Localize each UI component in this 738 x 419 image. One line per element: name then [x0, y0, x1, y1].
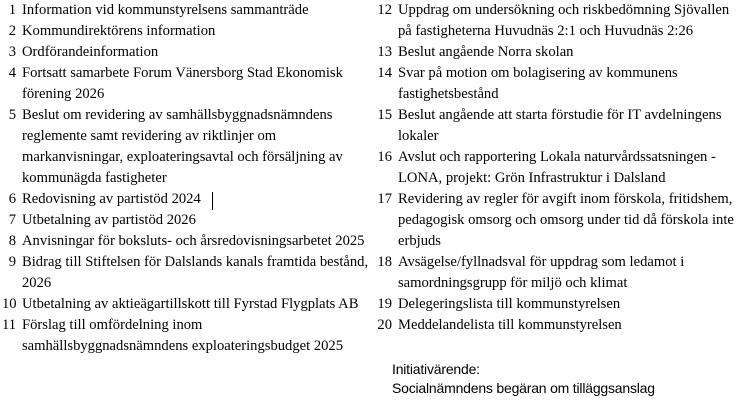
agenda-item-13 — [376, 42, 738, 63]
item-number: 11 — [2, 317, 17, 333]
item-text: Avsägelse/fyllnadsval för uppdrag som ledamot i samordningsgrupp för miljö och klimat — [398, 254, 685, 291]
item-number: 13 — [377, 44, 392, 60]
agenda-item-7 — [2, 210, 370, 231]
agenda-item-2 — [2, 21, 370, 42]
agenda-item-3 — [2, 42, 370, 63]
agenda-column-right — [376, 0, 738, 336]
item-number: 2 — [8, 23, 16, 39]
text-cursor — [212, 192, 213, 210]
item-text: Kommundirektörens information — [22, 23, 216, 39]
agenda-item-10 — [2, 294, 370, 315]
item-text: Beslut angående Norra skolan — [398, 44, 574, 60]
agenda-item-5 — [2, 105, 370, 189]
item-text: Uppdrag om undersökning och riskbedömning Sjövallen på fastigheterna Huvudnäs 2:1 och Huvudnäs 2:26 — [398, 2, 730, 39]
item-number: 12 — [377, 2, 392, 18]
item-text: Avslut och rapportering Lokala naturvårdssatsningen - LONA, projekt: Grön Infrastruktur i Dalsland — [398, 149, 716, 186]
agenda-item-16 — [376, 147, 738, 189]
item-number: 7 — [8, 212, 16, 228]
initiative-heading: Initiativärende: — [392, 361, 480, 377]
agenda-item-19 — [376, 294, 738, 315]
item-number: 20 — [377, 317, 392, 333]
initiative-text: Socialnämndens begäran om tilläggsanslag — [392, 380, 655, 396]
item-number: 8 — [8, 233, 16, 249]
item-text: Information vid kommunstyrelsens sammanträde — [22, 2, 309, 18]
agenda-item-18 — [376, 252, 738, 294]
item-number: 18 — [377, 254, 392, 270]
item-number: 5 — [8, 107, 16, 123]
item-text: Beslut om revidering av samhällsbyggnadsnämndens reglemente samt revidering av riktlinjer om markanvisningar, exploateringsavtal och försäljning av kommunägda fastigheter — [22, 107, 343, 186]
item-text: Revidering av regler för avgift inom förskola, fritidshem, pedagogisk omsorg och omsorg under tid då förskola inte erbjuds — [398, 191, 734, 249]
item-text: Fortsatt samarbete Forum Vänersborg Stad Ekonomisk förening 2026 — [22, 65, 343, 102]
item-number: 1 — [8, 2, 16, 18]
agenda-item-4 — [2, 63, 370, 105]
item-text: Ordförandeinformation — [22, 44, 159, 60]
item-text: Utbetalning av aktieägartillskott till Fyrstad Flygplats AB — [22, 296, 359, 312]
item-number: 4 — [8, 65, 16, 81]
item-text: Utbetalning av partistöd 2026 — [22, 212, 196, 228]
agenda-item-9 — [2, 252, 370, 294]
agenda-item-12 — [376, 0, 738, 42]
item-text: Meddelandelista till kommunstyrelsen — [398, 317, 622, 333]
item-text: Delegeringslista till kommunstyrelsen — [398, 296, 621, 312]
item-number: 6 — [8, 191, 16, 207]
item-number: 10 — [2, 296, 17, 312]
agenda-column-left — [2, 0, 370, 357]
agenda-item-15 — [376, 105, 738, 147]
item-text: Bidrag till Stiftelsen för Dalslands kanals framtida bestånd, 2026 — [22, 254, 369, 291]
initiative-note — [392, 360, 732, 398]
item-number: 9 — [8, 254, 16, 270]
item-number: 17 — [377, 191, 392, 207]
item-number: 19 — [377, 296, 392, 312]
item-number: 16 — [377, 149, 392, 165]
item-number: 3 — [8, 44, 16, 60]
agenda-item-14 — [376, 63, 738, 105]
agenda-item-6 — [2, 189, 370, 210]
agenda-item-17 — [376, 189, 738, 252]
item-text: Svar på motion om bolagisering av kommunens fastighetsbestånd — [398, 65, 678, 102]
item-text: Beslut angående att starta förstudie för IT avdelningens lokaler — [398, 107, 722, 144]
item-number: 15 — [377, 107, 392, 123]
agenda-item-1 — [2, 0, 370, 21]
agenda-item-20 — [376, 315, 738, 336]
agenda-item-11 — [2, 315, 370, 357]
item-text: Anvisningar för boksluts- och årsredovisningsarbetet 2025 — [22, 233, 365, 249]
agenda-item-8 — [2, 231, 370, 252]
item-text: Redovisning av partistöd 2024 — [22, 191, 201, 207]
item-text: Förslag till omfördelning inom samhällsbyggnadsnämndens exploateringsbudget 2025 — [22, 317, 344, 354]
item-number: 14 — [377, 65, 392, 81]
